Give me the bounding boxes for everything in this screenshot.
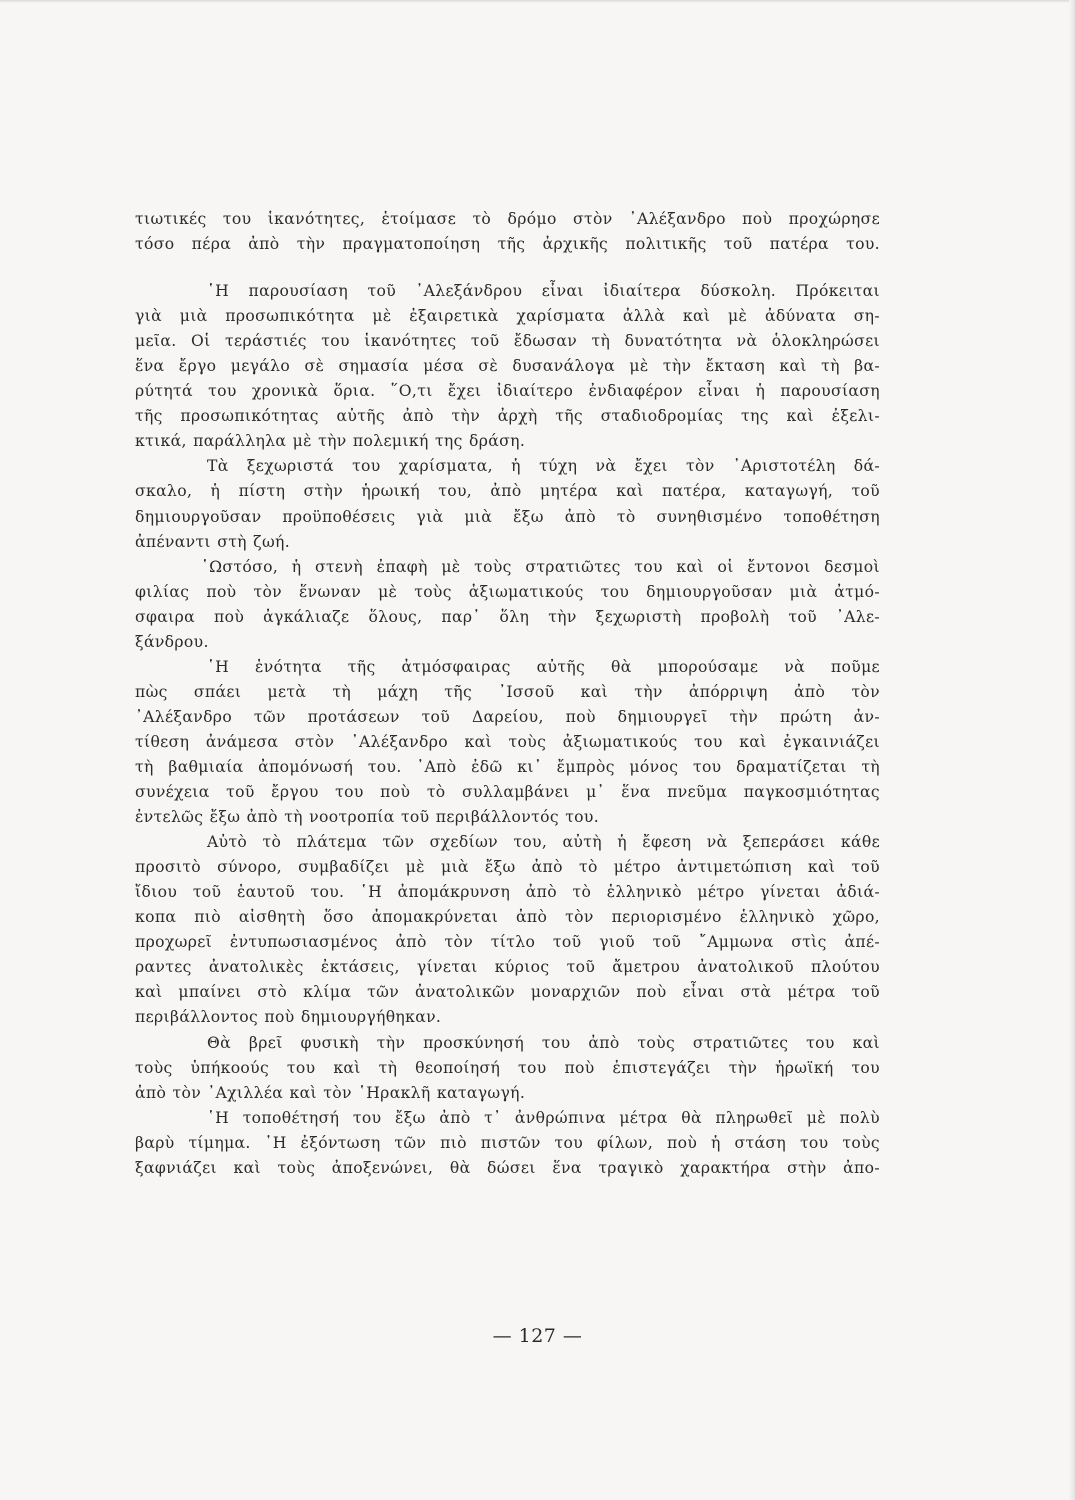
text-line: τὴ βαθμιαία ἀπομόνωσή του. ᾿Απὸ ἐδῶ κι᾿ ἔμπρὸς μόνος του δραματίζεται τὴ <box>135 757 880 776</box>
text-line: ἀπὸ τὸν ᾿Αχιλλέα καὶ τὸν ῾Ηρακλῆ καταγωγή. <box>135 1083 526 1102</box>
text-line: περιβάλλοντος ποὺ δημιουργήθηκαν. <box>135 1008 442 1027</box>
text-line: καὶ μπαίνει στὸ κλίμα τῶν ἀνατολικῶν μοναρχιῶν ποὺ εἶναι στὰ μέτρα τοῦ <box>135 983 880 1002</box>
text-line: ῾Η ἑνότητα τῆς ἀτμόσφαιρας αὐτῆς θὰ μπορούσαμε νὰ ποῦμε <box>207 657 880 676</box>
text-line: ραντες ἀνατολικὲς ἐκτάσεις, γίνεται κύριος τοῦ ἄμετρου ἀνατολικοῦ πλούτου <box>135 958 880 977</box>
text-line: σκαλο, ἡ πίστη στὴν ἡρωική του, ἀπὸ μητέρα καὶ πατέρα, καταγωγή, τοῦ <box>135 482 880 501</box>
paragraph <box>135 555 880 655</box>
body-text <box>135 207 880 1181</box>
paragraph <box>135 1031 880 1106</box>
text-line: δημιουργοῦσαν προϋποθέσεις γιὰ μιὰ ἔξω ἀπὸ τὸ συνηθισμένο τοποθέτηση <box>135 507 880 526</box>
page-right-edge <box>1069 0 1075 1500</box>
text-line: προχωρεῖ ἐντυπωσιασμένος ἀπὸ τὸν τίτλο τοῦ γιοῦ τοῦ ῎Αμμωνα στὶς ἀπέ- <box>135 933 880 952</box>
text-line: Τὰ ξεχωριστά του χαρίσματα, ἡ τύχη νὰ ἔχει τὸν ᾿Αριστοτέλη δά- <box>207 457 880 476</box>
text-line: κοπα πιὸ αἰσθητὴ ὅσο ἀπομακρύνεται ἀπὸ τὸν περιορισμένο ἑλληνικὸ χῶρο, <box>135 908 880 927</box>
text-line: προσιτὸ σύνορο, συμβαδίζει μὲ μιὰ ἔξω ἀπὸ τὸ μέτρο ἀντιμετώπιση καὶ τοῦ <box>135 858 880 877</box>
text-line: κτικά, παράλληλα μὲ τὴν πολεμική της δράση. <box>135 432 526 451</box>
text-line: πὼς σπάει μετὰ τὴ μάχη τῆς ᾿Ισσοῦ καὶ τὴν ἀπόρριψη ἀπὸ τὸν <box>135 682 880 701</box>
text-line: Αὐτὸ τὸ πλάτεμα τῶν σχεδίων του, αὐτὴ ἡ ἔφεση νὰ ξεπεράσει κάθε <box>207 833 880 852</box>
text-line: ξαφνιάζει καὶ τοὺς ἀποξενώνει, θὰ δώσει ἕνα τραγικὸ χαρακτήρα στὴν ἀπο- <box>135 1158 880 1177</box>
text-line: ἕνα ἔργο μεγάλο σὲ σημασία μέσα σὲ δυσανάλογα μὲ τὴν ἔκταση καὶ τὴ βα- <box>135 357 880 376</box>
text-line: τῆς προσωπικότητας αὐτῆς ἀπὸ τὴν ἀρχὴ τῆς σταδιοδρομίας της καὶ ἐξελι- <box>135 407 880 426</box>
text-line: ἐντελῶς ἔξω ἀπὸ τὴ νοοτροπία τοῦ περιβάλλοντός του. <box>135 808 600 827</box>
text-line: Θὰ βρεῖ φυσικὴ τὴν προσκύνησή του ἀπὸ τοὺς στρατιῶτες του καὶ <box>207 1033 880 1052</box>
text-line: ξάνδρου. <box>135 632 209 651</box>
paragraph <box>135 830 880 1030</box>
paragraph <box>135 207 880 257</box>
text-line: γιὰ μιὰ προσωπικότητα μὲ ἐξαιρετικὰ χαρίσματα ἀλλὰ καὶ μὲ ἀδύνατα ση- <box>135 307 880 326</box>
text-line: βαρὺ τίμημα. ῾Η ἐξόντωση τῶν πιὸ πιστῶν του φίλων, ποὺ ἡ στάση του τοὺς <box>135 1133 880 1152</box>
paragraph <box>135 279 880 454</box>
text-line: συνέχεια τοῦ ἔργου του ποὺ τὸ συλλαμβάνει μ᾿ ἕνα πνεῦμα παγκοσμιότητας <box>135 783 880 802</box>
paragraph-gap <box>135 257 880 279</box>
text-line: τιωτικές του ἱκανότητες, ἑτοίμασε τὸ δρόμο στὸν ᾿Αλέξανδρο ποὺ προχώρησε <box>135 210 880 228</box>
text-line: τίθεση ἀνάμεσα στὸν ᾿Αλέξανδρο καὶ τοὺς ἀξιωματικούς του καὶ ἐγκαινιάζει <box>135 732 880 751</box>
text-line: τόσο πέρα ἀπὸ τὴν πραγματοποίηση τῆς ἀρχικῆς πολιτικῆς τοῦ πατέρα του. <box>135 235 880 254</box>
page-top-edge <box>0 0 1075 3</box>
text-line: φιλίας ποὺ τὸν ἕνωναν μὲ τοὺς ἀξιωματικούς του δημιουργοῦσαν μιὰ ἀτμό- <box>135 582 880 601</box>
page-number: — 127 — <box>492 1325 583 1347</box>
text-line: ᾿Αλέξανδρο τῶν προτάσεων τοῦ Δαρείου, ποὺ δημιουργεῖ τὴν πρώτη ἀν- <box>135 707 880 726</box>
text-line: ἀπέναντι στὴ ζωή. <box>135 532 291 551</box>
text-line: ἴδιου τοῦ ἑαυτοῦ του. ῾Η ἀπομάκρυνση ἀπὸ τὸ ἑλληνικὸ μέτρο γίνεται ἀδιά- <box>135 883 880 902</box>
text-line: μεῖα. Οἱ τεράστιές του ἱκανότητες τοῦ ἔδωσαν τὴ δυνατότητα νὰ ὁλοκληρώσει <box>135 332 880 351</box>
text-line: τοὺς ὑπήκοούς του καὶ τὴ θεοποίησή του ποὺ ἐπιστεγάζει τὴν ἡρωϊκή του <box>135 1058 880 1077</box>
text-line: ῾Ωστόσο, ἡ στενὴ ἐπαφὴ μὲ τοὺς στρατιῶτες του καὶ οἱ ἔντονοι δεσμοὶ <box>201 557 880 576</box>
paragraph <box>135 454 880 554</box>
text-line: σφαιρα ποὺ ἀγκάλιαζε ὅλους, παρ᾿ ὅλη τὴν ξεχωριστὴ προβολὴ τοῦ ᾿Αλε- <box>135 607 880 626</box>
text-line: ῾Η παρουσίαση τοῦ ᾿Αλεξάνδρου εἶναι ἰδιαίτερα δύσκολη. Πρόκειται <box>207 282 880 301</box>
paragraph <box>135 655 880 830</box>
text-line: ῾Η τοποθέτησή του ἔξω ἀπὸ τ᾿ ἀνθρώπινα μέτρα θὰ πληρωθεῖ μὲ πολὺ <box>207 1108 880 1127</box>
text-line: ρύτητά του χρονικὰ ὅρια. ῞Ο,τι ἔχει ἰδιαίτερο ἐνδιαφέρον εἶναι ἡ παρουσίαση <box>135 382 880 401</box>
paragraph <box>135 1106 880 1181</box>
